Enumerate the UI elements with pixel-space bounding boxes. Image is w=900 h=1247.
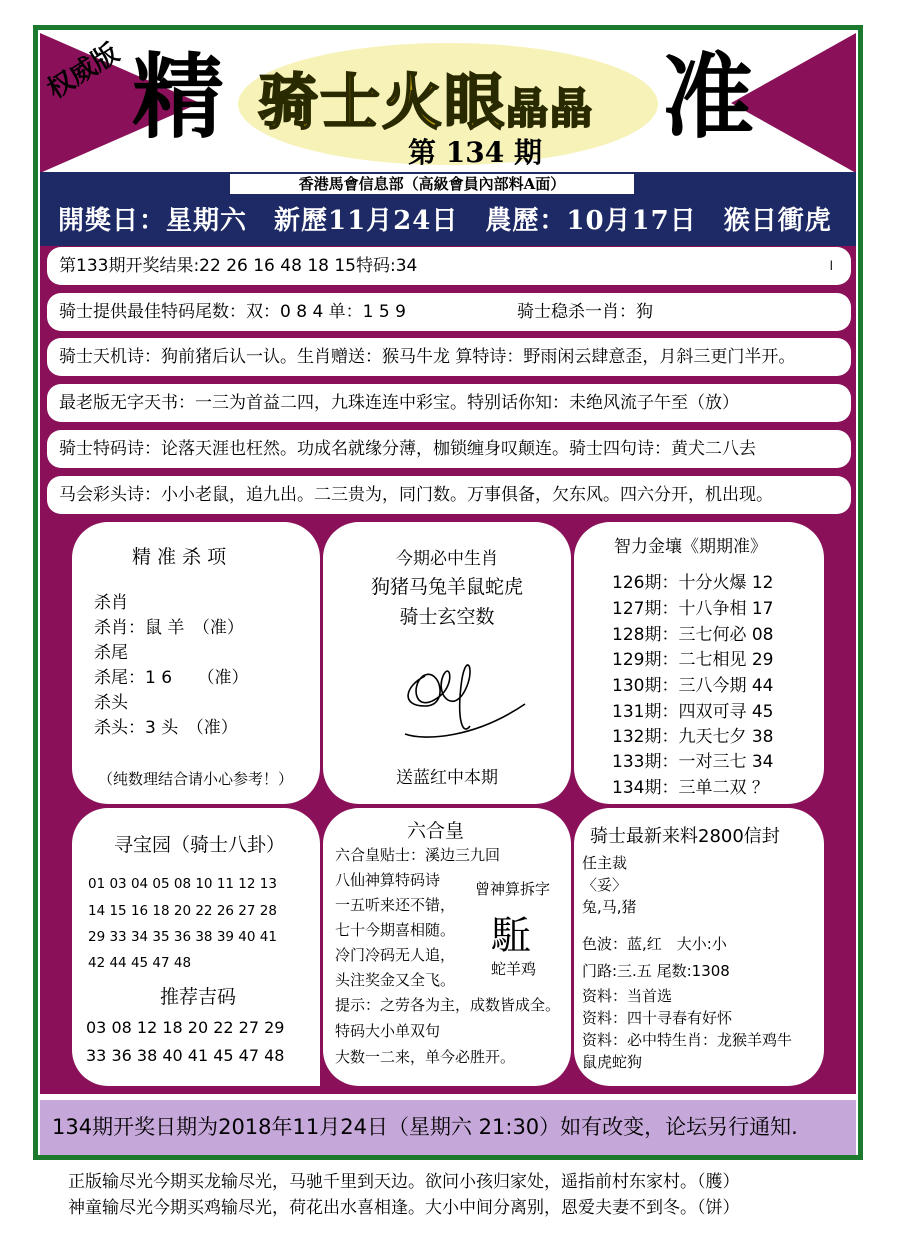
gold-line: 132期：九天七夕 38 [612,727,774,747]
letters-line: 任主裁 [582,854,628,872]
poem-row-4 [47,476,851,514]
letters-line: 资料：必中特生肖：龙猴羊鸡牛 [582,1031,793,1049]
letters-line: 兔,马,猪 [582,898,637,916]
result-text: 第133期开奖结果:22 26 16 48 18 15特码:34 [59,256,418,276]
letters-line: 资料：当首选 [582,987,673,1005]
lhh-side-label: 曾神算拆字 [475,880,551,898]
draw-date-line: 開獎日：星期六 新歷11月24日 農歷：10月17日 猴日衝虎 [58,206,832,236]
poem-row-2 [47,384,851,422]
lhh-line: 头注奖金又全飞。 [335,971,456,989]
poem-row-3 [47,430,851,468]
gold-line: 130期：三八今期 44 [612,676,774,696]
footer-line-1: 正版输尽光今期买龙输尽光，马驰千里到天边。欲问小孩归家处，遥指前村东家村。（臒） [68,1172,740,1192]
zodiac-line-2: 狗猪马兔羊鼠蛇虎 [370,576,523,598]
info-strip: 香港馬會信息部（高級會員內部料A面） [230,174,634,194]
lucky-title: 推荐吉码 [160,986,237,1008]
poem-text-1: 骑士天机诗：狗前猪后认一认。生肖赠送：猴马牛龙 算特诗：野雨闲云肆意歪，月斜三更门半开。 [59,347,796,367]
zodiac-line-3: 骑士玄空数 [399,606,495,628]
lucky-numbers: 03 08 12 18 20 22 27 29 [86,1018,285,1037]
page-title [258,68,595,138]
header [40,33,856,173]
letters-line: 〈妥〉 [582,876,628,894]
kill-title: 精 准 杀 项 [132,546,227,568]
letters-line: 色波：蓝,红 大小:小 [582,935,727,953]
treasure-numbers: 29 33 34 35 36 38 39 40 41 [88,929,277,945]
lhh-line: 提示：之劳各为主，成数皆成全。 [335,996,561,1014]
gold-box [574,522,824,804]
lhh-box [323,808,571,1086]
gold-line: 134期：三单二双 ？ [612,778,769,798]
zodiac-box [323,522,571,804]
kill-line: 杀肖：鼠 羊 （准） [94,618,244,638]
result-row [47,247,851,285]
lhh-side-sub: 蛇羊鸡 [491,960,537,978]
kill-zodiac-text: 骑士稳杀一肖：狗 [517,302,653,322]
gold-line: 133期：一对三七 34 [612,752,774,772]
big-right-char: 准 [662,43,755,151]
kill-line: 杀头 [94,693,128,713]
info-bar [40,172,856,246]
title-small: 晶晶 [506,84,595,133]
lhh-line: 冷门冷码无人追， [335,946,456,964]
lhh-title: 六合皇 [407,820,465,842]
lhh-side-char: 駈 [491,913,531,959]
letters-line: 资料：四十寻春有好怀 [582,1009,733,1027]
poem-text-3: 骑士特码诗：论落天涯也枉然。功成名就缘分薄，枷锁缠身叹颠连。骑士四句诗：黄犬二八去 [59,439,756,459]
kill-line: 杀尾：1 6 （准） [94,668,249,688]
kill-box [72,522,320,804]
kill-line: 杀头：3 头 （准） [94,718,238,738]
lhh-line: 大数一二来，单今必胜开。 [335,1048,516,1066]
letters-line: 鼠虎蛇狗 [582,1053,643,1071]
kill-note: （纯数理结合请小心参考！） [98,770,294,788]
lhh-line: 六合皇贴士：溪边三九回 [335,846,501,864]
gold-line: 126期：十分火爆 12 [612,573,774,593]
treasure-box [72,808,320,1086]
poem-text-4: 马会彩头诗：小小老鼠，追九出。二三贵为，同门数。万事俱备，欠东风。四六分开，机出现。 [59,485,773,505]
gold-line: 129期：二七相见 29 [612,650,774,670]
lhh-line: 特码大小单双句 [335,1022,441,1040]
issue-number: 第 134 期 [408,136,542,169]
gold-line: 127期：十八争相 17 [612,599,774,619]
treasure-title: 寻宝园（骑士八卦） [114,834,286,856]
zodiac-line-1: 今期必中生肖 [396,549,498,569]
lhh-line: 一五听来还不错， [335,896,456,914]
treasure-numbers: 42 44 45 47 48 [88,955,192,971]
signature-scribble [395,646,545,746]
poem-text-2: 最老版无字天书：一三为首益二四，九珠连连中彩宝。特别话你知：未绝风流子午至（放） [59,393,739,413]
kill-line: 杀肖 [94,593,128,613]
letters-box [574,808,824,1086]
treasure-numbers: 14 15 16 18 20 22 26 27 28 [88,903,277,919]
notice-bar: 134期开奖日期为2018年11月24日（星期六 21:30）如有改变，论坛另行通知. [40,1100,856,1155]
edition-label: 权威版 [42,38,125,106]
zodiac-bottom: 送蓝红中本期 [396,768,498,788]
tail-text: 骑士提供最佳特码尾数：双：0 8 4 单：1 5 9 [59,302,406,322]
tail-row [47,293,851,331]
kill-line: 杀尾 [94,643,128,663]
letters-title: 骑士最新来料2800信封 [590,826,780,847]
gold-line: 131期：四双可寻 45 [612,702,774,722]
gold-line: 128期：三七何必 08 [612,625,774,645]
letters-line: 门路:三.五 尾数:1308 [582,962,730,980]
lhh-line: 七十今期喜相随。 [335,921,456,939]
footer-line-2: 神童输尽光今期买鸡输尽光，荷花出水喜相逢。大小中间分离别，恩爱夫妻不到冬。（饼） [68,1198,740,1218]
lhh-line: 八仙神算特码诗 [335,871,441,889]
poem-row-1 [47,338,851,376]
gold-title: 智力金壤《期期准》 [614,537,767,557]
title-main: 骑士火眼 [258,68,506,138]
big-left-char: 精 [132,43,225,151]
treasure-numbers: 01 03 04 05 08 10 11 12 13 [88,876,277,892]
lucky-numbers: 33 36 38 40 41 45 47 48 [86,1046,285,1065]
result-mark: l [829,259,833,273]
